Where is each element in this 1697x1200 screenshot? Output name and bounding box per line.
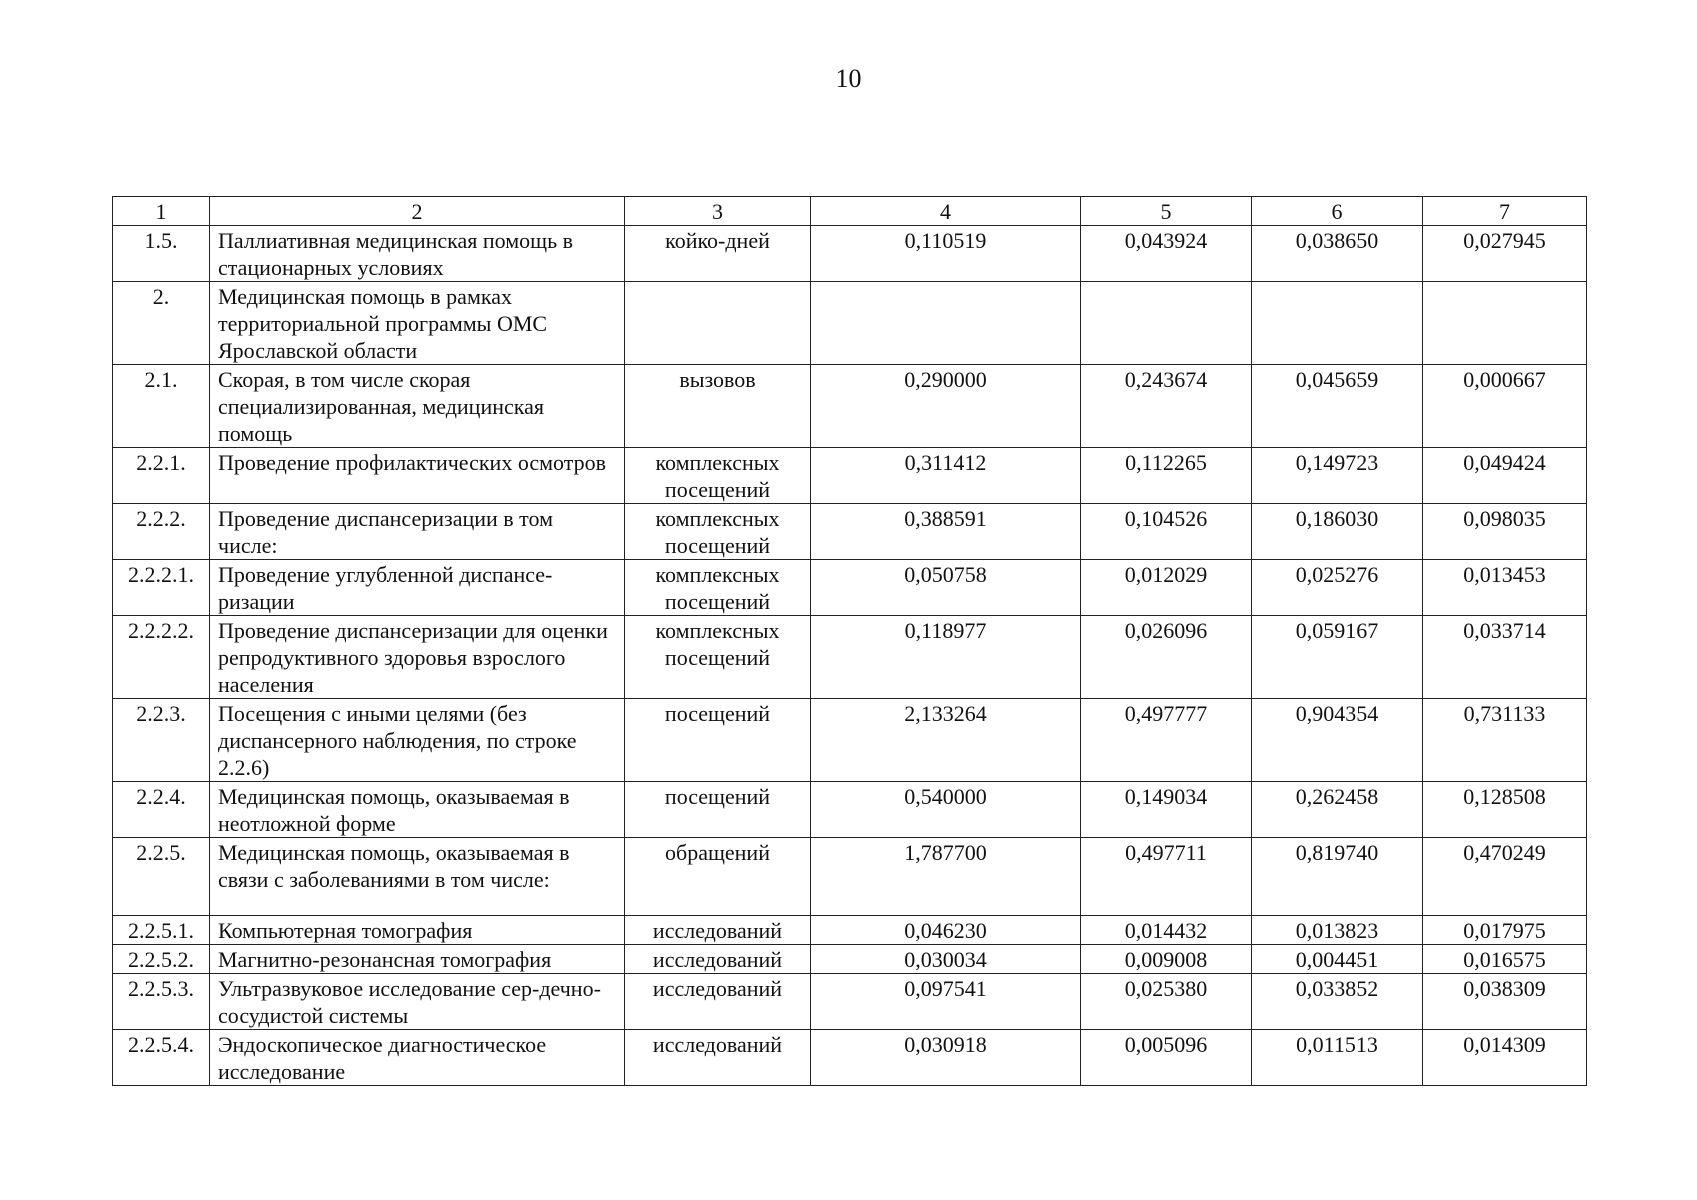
row-number-cell: 2.2.3. (113, 699, 210, 782)
column-header: 5 (1081, 197, 1252, 226)
row-unit-cell: комплексных посещений (625, 504, 811, 560)
row-unit-cell: комплексных посещений (625, 560, 811, 616)
table-row (113, 560, 1587, 616)
row-value-col6: 0,004451 (1252, 945, 1423, 974)
row-number-cell: 2.2.4. (113, 782, 210, 838)
row-unit-cell: комплексных посещений (625, 616, 811, 699)
table-row (113, 699, 1587, 782)
row-name-cell: Проведение диспансеризации для оценки репродуктивного здоровья взрослого населения (210, 616, 625, 699)
row-number-cell: 2.2.5.4. (113, 1030, 210, 1086)
table-row (113, 365, 1587, 448)
table-row (113, 282, 1587, 365)
row-unit-cell: комплексных посещений (625, 448, 811, 504)
row-value-col7: 0,033714 (1423, 616, 1587, 699)
table-row (113, 616, 1587, 699)
row-value-col6: 0,262458 (1252, 782, 1423, 838)
row-number-cell: 2.2.2. (113, 504, 210, 560)
row-number-cell: 2.2.2.2. (113, 616, 210, 699)
header-row (113, 197, 1587, 226)
page-number: 10 (835, 64, 862, 93)
row-number-cell: 1.5. (113, 226, 210, 282)
row-value-col4: 0,311412 (811, 448, 1081, 504)
row-value-col5: 0,112265 (1081, 448, 1252, 504)
row-value-col6: 0,013823 (1252, 916, 1423, 945)
row-number-cell: 2.2.1. (113, 448, 210, 504)
row-value-col4: 2,133264 (811, 699, 1081, 782)
row-name-cell: Компьютерная томография (210, 916, 625, 945)
row-unit-cell: исследований (625, 916, 811, 945)
row-value-col6: 0,033852 (1252, 974, 1423, 1030)
row-value-col4: 0,110519 (811, 226, 1081, 282)
row-value-col7: 0,049424 (1423, 448, 1587, 504)
row-value-col5: 0,026096 (1081, 616, 1252, 699)
row-number-cell: 2.2.5.3. (113, 974, 210, 1030)
row-name-cell: Проведение углубленной диспансе-ризации (210, 560, 625, 616)
row-number-cell: 2.2.2.1. (113, 560, 210, 616)
table-row (113, 916, 1587, 945)
table-row (113, 974, 1587, 1030)
row-name-cell: Медицинская помощь, оказываемая в связи с заболеваниями в том числе: (210, 838, 625, 916)
column-header: 6 (1252, 197, 1423, 226)
row-value-col5: 0,497711 (1081, 838, 1252, 916)
row-value-col5: 0,012029 (1081, 560, 1252, 616)
row-value-col7: 0,038309 (1423, 974, 1587, 1030)
column-header: 7 (1423, 197, 1587, 226)
table-row (113, 1030, 1587, 1086)
row-value-col5: 0,043924 (1081, 226, 1252, 282)
row-value-col7: 0,470249 (1423, 838, 1587, 916)
row-name-cell: Ультразвуковое исследование сер-дечно-сосудистой системы (210, 974, 625, 1030)
row-unit-cell: исследований (625, 1030, 811, 1086)
row-unit-cell (625, 282, 811, 365)
row-unit-cell: исследований (625, 945, 811, 974)
row-number-cell: 2. (113, 282, 210, 365)
row-value-col6: 0,186030 (1252, 504, 1423, 560)
row-value-col6: 0,025276 (1252, 560, 1423, 616)
row-name-cell: Проведение диспансеризации в том числе: (210, 504, 625, 560)
row-value-col5 (1081, 282, 1252, 365)
table-row (113, 448, 1587, 504)
row-number-cell: 2.2.5.1. (113, 916, 210, 945)
row-value-col4: 0,046230 (811, 916, 1081, 945)
row-unit-cell: исследований (625, 974, 811, 1030)
row-value-col6: 0,011513 (1252, 1030, 1423, 1086)
row-value-col6 (1252, 282, 1423, 365)
row-value-col7 (1423, 282, 1587, 365)
row-value-col7: 0,098035 (1423, 504, 1587, 560)
row-value-col6: 0,059167 (1252, 616, 1423, 699)
row-name-cell: Проведение профилактических осмотров (210, 448, 625, 504)
row-value-col4: 0,118977 (811, 616, 1081, 699)
row-value-col5: 0,014432 (1081, 916, 1252, 945)
row-value-col7: 0,014309 (1423, 1030, 1587, 1086)
row-value-col6: 0,045659 (1252, 365, 1423, 448)
row-value-col4: 0,030918 (811, 1030, 1081, 1086)
row-name-cell: Посещения с иными целями (без диспансерного наблюдения, по строке 2.2.6) (210, 699, 625, 782)
row-value-col7: 0,128508 (1423, 782, 1587, 838)
column-header: 1 (113, 197, 210, 226)
row-value-col4: 1,787700 (811, 838, 1081, 916)
row-value-col5: 0,243674 (1081, 365, 1252, 448)
row-unit-cell: посещений (625, 699, 811, 782)
row-value-col6: 0,819740 (1252, 838, 1423, 916)
row-value-col5: 0,104526 (1081, 504, 1252, 560)
table-row (113, 945, 1587, 974)
row-name-cell: Магнитно-резонансная томография (210, 945, 625, 974)
row-value-col4: 0,050758 (811, 560, 1081, 616)
table-row (113, 838, 1587, 916)
column-header: 4 (811, 197, 1081, 226)
row-name-cell: Скорая, в том числе скорая специализированная, медицинская помощь (210, 365, 625, 448)
row-value-col4: 0,540000 (811, 782, 1081, 838)
row-value-col7: 0,016575 (1423, 945, 1587, 974)
row-value-col5: 0,149034 (1081, 782, 1252, 838)
column-header: 2 (210, 197, 625, 226)
row-value-col6: 0,038650 (1252, 226, 1423, 282)
row-value-col6: 0,149723 (1252, 448, 1423, 504)
table-row (113, 782, 1587, 838)
row-number-cell: 2.2.5. (113, 838, 210, 916)
row-value-col5: 0,497777 (1081, 699, 1252, 782)
row-name-cell: Паллиативная медицинская помощь в стационарных условиях (210, 226, 625, 282)
row-value-col5: 0,005096 (1081, 1030, 1252, 1086)
row-value-col7: 0,013453 (1423, 560, 1587, 616)
row-number-cell: 2.2.5.2. (113, 945, 210, 974)
row-value-col4: 0,097541 (811, 974, 1081, 1030)
row-unit-cell: обращений (625, 838, 811, 916)
row-value-col7: 0,731133 (1423, 699, 1587, 782)
row-value-col7: 0,027945 (1423, 226, 1587, 282)
column-header: 3 (625, 197, 811, 226)
row-value-col4: 0,030034 (811, 945, 1081, 974)
row-unit-cell: посещений (625, 782, 811, 838)
row-unit-cell: вызовов (625, 365, 811, 448)
row-name-cell: Медицинская помощь в рамках территориальной программы ОМС Ярославской области (210, 282, 625, 365)
row-value-col4 (811, 282, 1081, 365)
row-value-col4: 0,290000 (811, 365, 1081, 448)
row-number-cell: 2.1. (113, 365, 210, 448)
row-unit-cell: койко-дней (625, 226, 811, 282)
row-value-col4: 0,388591 (811, 504, 1081, 560)
table-row (113, 226, 1587, 282)
table-row (113, 504, 1587, 560)
table-body (113, 226, 1587, 1086)
row-value-col5: 0,025380 (1081, 974, 1252, 1030)
row-value-col7: 0,017975 (1423, 916, 1587, 945)
row-name-cell: Эндоскопическое диагностическое исследование (210, 1030, 625, 1086)
row-name-cell: Медицинская помощь, оказываемая в неотложной форме (210, 782, 625, 838)
data-table (112, 196, 1587, 1086)
row-value-col5: 0,009008 (1081, 945, 1252, 974)
row-value-col7: 0,000667 (1423, 365, 1587, 448)
row-value-col6: 0,904354 (1252, 699, 1423, 782)
